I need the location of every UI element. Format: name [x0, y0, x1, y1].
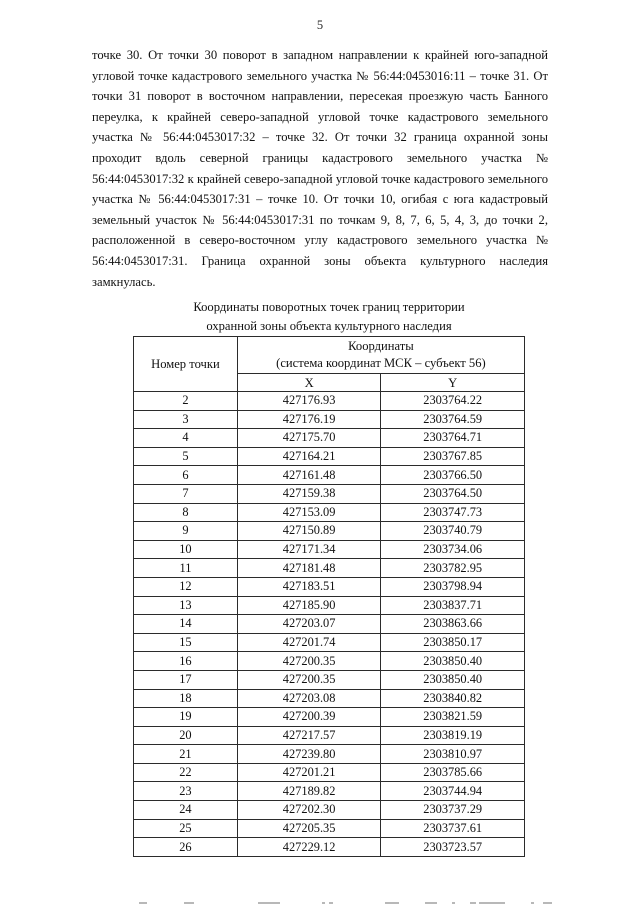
- cell-y-coordinate: 2303737.61: [381, 819, 525, 838]
- cell-point-number: 19: [134, 708, 238, 727]
- column-header-x: X: [237, 374, 381, 392]
- cell-x-coordinate: 427200.39: [237, 708, 381, 727]
- cell-x-coordinate: 427202.30: [237, 801, 381, 820]
- cell-point-number: 15: [134, 633, 238, 652]
- column-header-point-number: Номер точки: [134, 337, 238, 392]
- cell-x-coordinate: 427205.35: [237, 819, 381, 838]
- cell-point-number: 23: [134, 782, 238, 801]
- table-row: [134, 540, 525, 559]
- column-header-coordinates-line-1: Координаты: [348, 339, 414, 353]
- table-row: [134, 745, 525, 764]
- column-header-coordinates-line-2: (система координат МСК – субъект 56): [276, 356, 486, 370]
- cell-point-number: 4: [134, 429, 238, 448]
- table-row: [134, 615, 525, 634]
- column-header-y: Y: [381, 374, 525, 392]
- cell-point-number: 11: [134, 559, 238, 578]
- cell-point-number: 9: [134, 522, 238, 541]
- table-row: [134, 633, 525, 652]
- table-row: [134, 763, 525, 782]
- cell-y-coordinate: 2303764.22: [381, 392, 525, 411]
- cell-point-number: 13: [134, 596, 238, 615]
- cell-point-number: 3: [134, 410, 238, 429]
- cell-x-coordinate: 427200.35: [237, 670, 381, 689]
- cell-y-coordinate: 2303785.66: [381, 763, 525, 782]
- cell-point-number: 17: [134, 670, 238, 689]
- cell-point-number: 7: [134, 484, 238, 503]
- scan-artifact-strip: [0, 899, 640, 905]
- cell-y-coordinate: 2303764.50: [381, 484, 525, 503]
- cell-x-coordinate: 427171.34: [237, 540, 381, 559]
- table-row: [134, 819, 525, 838]
- table-row: [134, 689, 525, 708]
- cell-y-coordinate: 2303737.29: [381, 801, 525, 820]
- cell-y-coordinate: 2303740.79: [381, 522, 525, 541]
- body-paragraph: точке 30. От точки 30 поворот в западном направлении к крайней юго-западной угловой точке кадастрового земельного участка № 56:44:0453016:11 – точке 31. От точки 31 поворот в восточном направлении, пересекая проезжую часть Банного переулка, к крайней северо-западной угловой точке кадастрового земельного участка № 56:44:0453017:32 – точке 32. От точки 32 граница охранной зоны проходит вдоль северной границы кадастрового земельного участка № 56:44:0453017:32 к крайней северо-западной угловой точке кадастрового земельного участка № 56:44:0453017:31 – точке 10. От точки 10, огибая с юга кадастровый земельный участок № 56:44:0453017:31 по точкам 9, 8, 7, 6, 5, 4, 3, до точки 2, расположенной в северо-восточном углу кадастрового земельного участка № 56:44:0453017:31. Граница охранной зоны объекта культурного наследия замкнулась.: [92, 48, 548, 289]
- table-row: [134, 652, 525, 671]
- cell-x-coordinate: 427217.57: [237, 726, 381, 745]
- coordinates-table: [133, 336, 525, 857]
- cell-point-number: 22: [134, 763, 238, 782]
- table-row: [134, 838, 525, 857]
- cell-x-coordinate: 427176.93: [237, 392, 381, 411]
- cell-x-coordinate: 427183.51: [237, 577, 381, 596]
- cell-x-coordinate: 427203.07: [237, 615, 381, 634]
- cell-point-number: 16: [134, 652, 238, 671]
- cell-x-coordinate: 427189.82: [237, 782, 381, 801]
- table-caption-line-1: Координаты поворотных точек границ территории: [193, 300, 465, 314]
- cell-y-coordinate: 2303764.71: [381, 429, 525, 448]
- table-row: [134, 392, 525, 411]
- cell-y-coordinate: 2303764.59: [381, 410, 525, 429]
- cell-point-number: 21: [134, 745, 238, 764]
- table-row: [134, 410, 525, 429]
- cell-y-coordinate: 2303850.17: [381, 633, 525, 652]
- body-text-block: [92, 45, 548, 292]
- table-row: [134, 577, 525, 596]
- cell-y-coordinate: 2303850.40: [381, 652, 525, 671]
- cell-x-coordinate: 427239.80: [237, 745, 381, 764]
- table-row: [134, 466, 525, 485]
- cell-x-coordinate: 427161.48: [237, 466, 381, 485]
- table-caption: [133, 298, 525, 336]
- cell-y-coordinate: 2303863.66: [381, 615, 525, 634]
- table-row: [134, 503, 525, 522]
- cell-y-coordinate: 2303810.97: [381, 745, 525, 764]
- cell-point-number: 8: [134, 503, 238, 522]
- cell-y-coordinate: 2303734.06: [381, 540, 525, 559]
- cell-point-number: 24: [134, 801, 238, 820]
- table-row: [134, 726, 525, 745]
- cell-x-coordinate: 427200.35: [237, 652, 381, 671]
- cell-x-coordinate: 427229.12: [237, 838, 381, 857]
- cell-point-number: 5: [134, 447, 238, 466]
- cell-point-number: 14: [134, 615, 238, 634]
- cell-y-coordinate: 2303766.50: [381, 466, 525, 485]
- table-row: [134, 484, 525, 503]
- cell-y-coordinate: 2303744.94: [381, 782, 525, 801]
- cell-x-coordinate: 427150.89: [237, 522, 381, 541]
- table-row: [134, 429, 525, 448]
- cell-point-number: 25: [134, 819, 238, 838]
- cell-point-number: 20: [134, 726, 238, 745]
- table-caption-line-2: охранной зоны объекта культурного наследия: [206, 319, 452, 333]
- table-row: [134, 522, 525, 541]
- cell-x-coordinate: 427164.21: [237, 447, 381, 466]
- cell-x-coordinate: 427153.09: [237, 503, 381, 522]
- table-header: [134, 337, 525, 392]
- cell-point-number: 18: [134, 689, 238, 708]
- cell-y-coordinate: 2303819.19: [381, 726, 525, 745]
- cell-x-coordinate: 427176.19: [237, 410, 381, 429]
- column-header-coordinates: [237, 337, 524, 374]
- table-row: [134, 670, 525, 689]
- cell-y-coordinate: 2303723.57: [381, 838, 525, 857]
- cell-x-coordinate: 427203.08: [237, 689, 381, 708]
- cell-y-coordinate: 2303850.40: [381, 670, 525, 689]
- cell-x-coordinate: 427159.38: [237, 484, 381, 503]
- table-row: [134, 559, 525, 578]
- cell-x-coordinate: 427201.21: [237, 763, 381, 782]
- coordinates-table-container: [133, 336, 525, 857]
- table-row: [134, 801, 525, 820]
- cell-y-coordinate: 2303837.71: [381, 596, 525, 615]
- table-row: [134, 708, 525, 727]
- table-row: [134, 447, 525, 466]
- cell-point-number: 6: [134, 466, 238, 485]
- page-number: 5: [316, 18, 324, 32]
- cell-y-coordinate: 2303821.59: [381, 708, 525, 727]
- cell-x-coordinate: 427175.70: [237, 429, 381, 448]
- table-row: [134, 782, 525, 801]
- cell-point-number: 2: [134, 392, 238, 411]
- cell-point-number: 26: [134, 838, 238, 857]
- table-body: [134, 392, 525, 857]
- cell-point-number: 12: [134, 577, 238, 596]
- cell-y-coordinate: 2303840.82: [381, 689, 525, 708]
- cell-y-coordinate: 2303767.85: [381, 447, 525, 466]
- cell-x-coordinate: 427185.90: [237, 596, 381, 615]
- table-header-row-1: [134, 337, 525, 374]
- cell-point-number: 10: [134, 540, 238, 559]
- cell-y-coordinate: 2303747.73: [381, 503, 525, 522]
- table-row: [134, 596, 525, 615]
- cell-x-coordinate: 427181.48: [237, 559, 381, 578]
- cell-y-coordinate: 2303782.95: [381, 559, 525, 578]
- cell-x-coordinate: 427201.74: [237, 633, 381, 652]
- cell-y-coordinate: 2303798.94: [381, 577, 525, 596]
